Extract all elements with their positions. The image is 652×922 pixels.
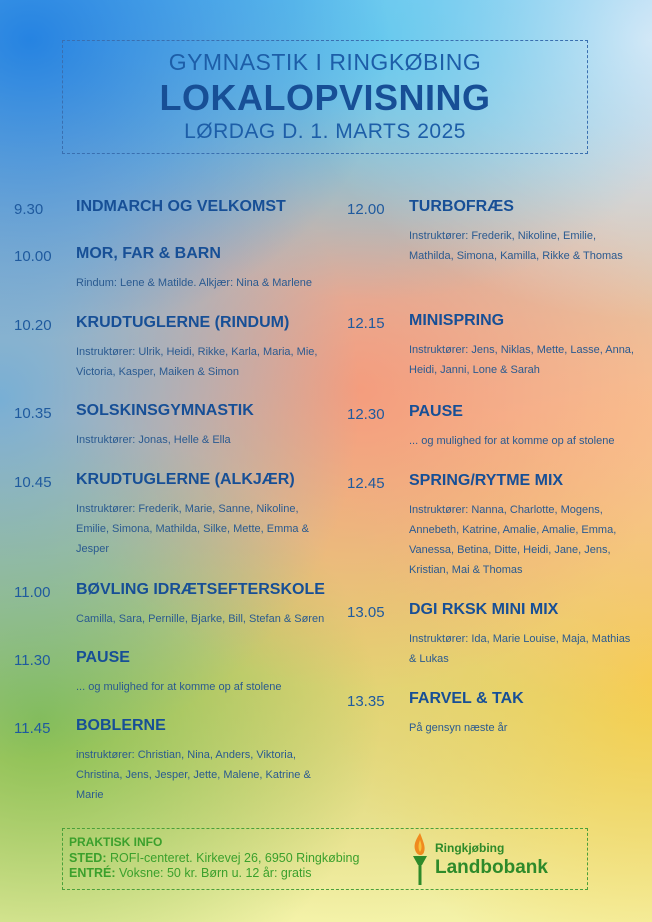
program-title: DGI RKSK MINI MIX <box>409 601 559 618</box>
practical-info-box <box>62 828 588 890</box>
entry-value: Voksne: 50 kr. Børn u. 12 år: gratis <box>119 866 312 880</box>
program-time: 12.30 <box>347 406 385 423</box>
program-time: 11.45 <box>14 720 51 737</box>
program-time: 12.45 <box>347 475 385 492</box>
program-time: 13.35 <box>347 693 385 710</box>
program-title: INDMARCH OG VELKOMST <box>76 198 286 215</box>
program-desc: På gensyn næste år <box>409 722 508 734</box>
header-box <box>62 40 588 154</box>
torch-icon <box>409 831 431 887</box>
program-time: 10.35 <box>14 405 52 422</box>
program-title: BOBLERNE <box>76 717 166 734</box>
program-desc: Instruktører: Ida, Marie Louise, Maja, Mathias & Lukas <box>409 633 631 665</box>
place-value: ROFI-centeret. Kirkevej 26, 6950 Ringkøbing <box>109 851 360 865</box>
info-place <box>69 851 359 865</box>
program-desc: Instruktører: Jonas, Helle & Ella <box>76 434 231 446</box>
program-desc: ... og mulighed for at komme op af stolene <box>409 435 615 447</box>
program-title: SPRING/RYTME MIX <box>409 472 564 489</box>
program-desc: Camilla, Sara, Pernille, Bjarke, Bill, Stefan & Søren <box>76 613 325 625</box>
program-desc: Instruktører: Frederik, Marie, Sanne, Nikoline, Emilie, Simona, Mathilda, Silke, Mette, Emma & Jesper <box>76 503 309 555</box>
program-title: KRUDTUGLERNE (ALKJÆR) <box>76 471 295 488</box>
program-title: FARVEL & TAK <box>409 690 524 707</box>
program-desc: Instruktører: Ulrik, Heidi, Rikke, Karla, Maria, Mie, Victoria, Kasper, Maiken & Simon <box>76 346 318 378</box>
program-desc: ... og mulighed for at komme op af stolene <box>76 681 282 693</box>
program-time: 11.00 <box>14 584 51 601</box>
program-desc: Instruktører: Jens, Niklas, Mette, Lasse, Anna, Heidi, Janni, Lone & Sarah <box>409 344 634 376</box>
sponsor-name-main: Landbobank <box>435 857 548 878</box>
info-entry <box>69 866 311 880</box>
program-time: 12.00 <box>347 201 385 218</box>
program-title: KRUDTUGLERNE (RINDUM) <box>76 314 290 331</box>
program-title: MOR, FAR & BARN <box>76 245 221 262</box>
program-title: MINISPRING <box>409 312 505 329</box>
event-title: LOKALOPVISNING <box>159 77 491 118</box>
event-subtitle: GYMNASTIK I RINGKØBING <box>168 49 482 75</box>
program-desc: Instruktører: Nanna, Charlotte, Mogens, Annebeth, Katrine, Amalie, Amalie, Emma, Vanessa, Betina, Ditte, Heidi, Jane, Jens, Kristian, Mai & Thomas <box>409 504 617 576</box>
program-time: 10.45 <box>14 474 52 491</box>
program-title: SOLSKINSGYMNASTIK <box>76 402 254 419</box>
program-time: 9.30 <box>14 201 44 218</box>
program-time: 12.15 <box>347 315 385 332</box>
program-title: TURBOFRÆS <box>409 198 514 215</box>
program-time: 13.05 <box>347 604 385 621</box>
program-title: PAUSE <box>409 403 463 420</box>
program-title: BØVLING IDRÆTSEFTERSKOLE <box>76 581 325 598</box>
program-desc: instruktører: Christian, Nina, Anders, Viktoria, Christina, Jens, Jesper, Jette, Malene, Katrine & Marie <box>76 749 311 801</box>
program-time: 10.20 <box>14 317 52 334</box>
sponsor-name-top: Ringkjøbing <box>435 841 505 855</box>
program-desc: Instruktører: Frederik, Nikoline, Emilie, Mathilda, Simona, Kamilla, Rikke & Thomas <box>409 230 623 262</box>
sponsor-logo <box>409 831 587 887</box>
info-heading: PRAKTISK INFO <box>69 835 163 849</box>
program-title: PAUSE <box>76 649 130 666</box>
place-label: STED: <box>69 851 107 865</box>
entry-label: ENTRÉ: <box>69 866 116 880</box>
event-date: LØRDAG D. 1. MARTS 2025 <box>184 120 466 143</box>
program-time: 10.00 <box>14 248 52 265</box>
program-time: 11.30 <box>14 652 51 669</box>
program-desc: Rindum: Lene & Matilde. Alkjær: Nina & Marlene <box>76 277 312 289</box>
